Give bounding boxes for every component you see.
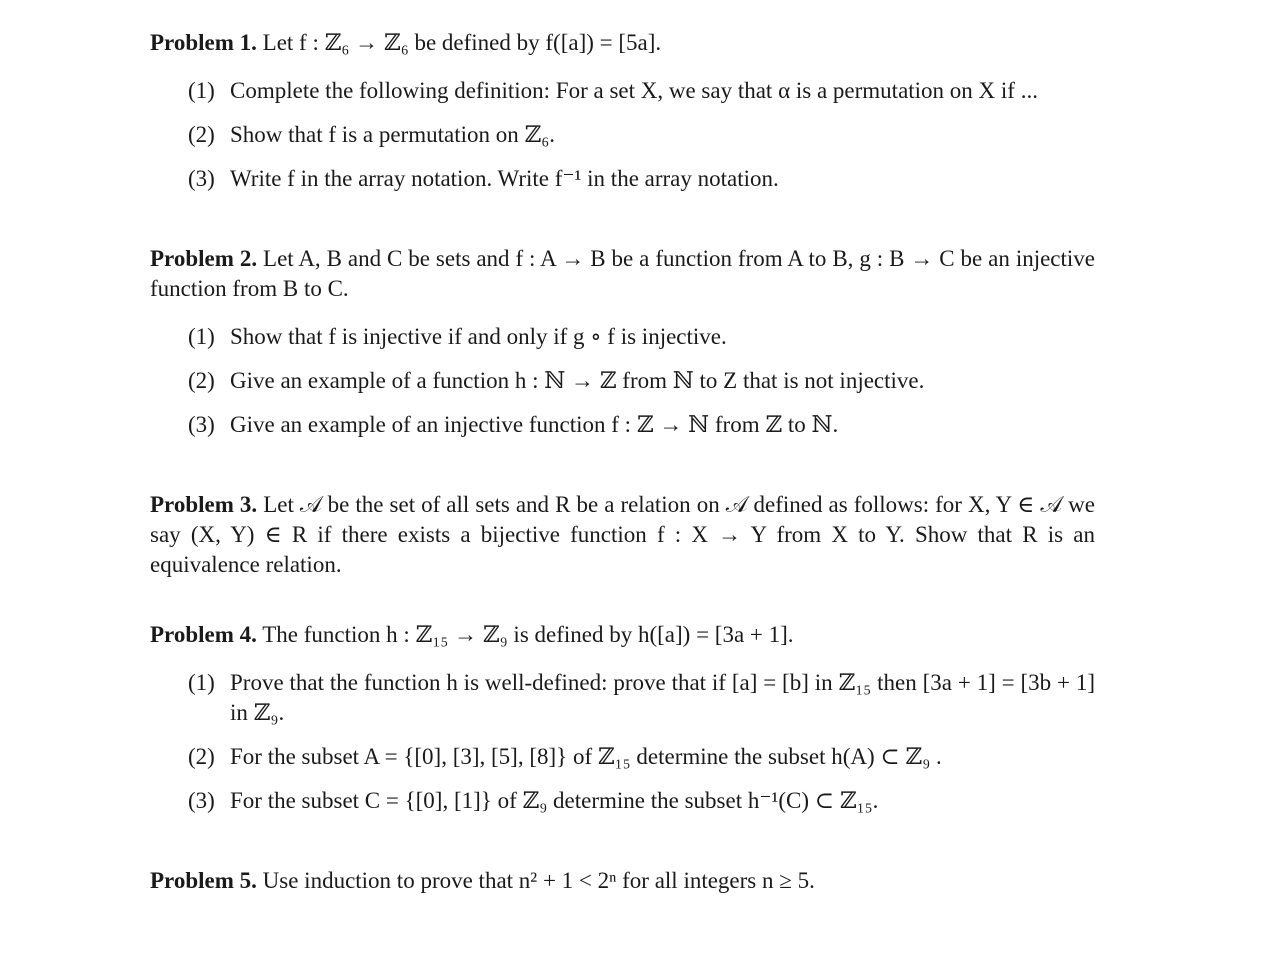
part-text: For the subset A = {[0], [3], [5], [8]} of ℤ₁₅ determine the subset h(A) ⊂ ℤ₉ . <box>230 744 942 769</box>
problem-1-part-1 <box>150 76 1095 106</box>
problem-5 <box>150 866 1095 896</box>
problem-5-text: Use induction to prove that n² + 1 < 2ⁿ for all integers n ≥ 5. <box>262 868 815 893</box>
problem-5-statement <box>150 866 1095 896</box>
problem-3-statement <box>150 490 1095 580</box>
problem-2-part-2 <box>150 366 1095 396</box>
problem-sheet <box>150 28 1095 896</box>
part-text: Show that f is injective if and only if g ∘ f is injective. <box>230 324 727 349</box>
problem-3-heading: Problem 3. <box>150 492 258 517</box>
problem-5-heading: Problem 5. <box>150 868 257 893</box>
problem-2-statement <box>150 244 1095 304</box>
part-number: (2) <box>188 744 215 769</box>
problem-1-text: Let f : ℤ₆ → ℤ₆ be defined by f([a]) = [5a]. <box>262 30 662 55</box>
part-text: Prove that the function h is well-defined: prove that if [a] = [b] in ℤ₁₅ then [3a + 1] = [3b + 1] in ℤ₉. <box>230 670 1095 725</box>
part-text: Show that f is a permutation on ℤ₆. <box>230 122 556 147</box>
problem-2-part-1 <box>150 322 1095 352</box>
part-number: (3) <box>188 412 215 437</box>
problem-1-part-2 <box>150 120 1095 150</box>
problem-2-parts <box>150 322 1095 440</box>
problem-2 <box>150 244 1095 440</box>
problem-1-statement <box>150 28 1095 58</box>
problem-1-part-3 <box>150 164 1095 194</box>
problem-1-heading: Problem 1. <box>150 30 257 55</box>
problem-4 <box>150 620 1095 816</box>
problem-4-part-3 <box>150 786 1095 816</box>
part-number: (2) <box>188 368 215 393</box>
problem-4-parts <box>150 668 1095 816</box>
part-text: Write f in the array notation. Write f⁻¹ in the array notation. <box>230 166 779 191</box>
problem-2-heading: Problem 2. <box>150 246 258 271</box>
part-text: Give an example of an injective function f : ℤ → ℕ from ℤ to ℕ. <box>230 412 839 437</box>
part-number: (3) <box>188 166 215 191</box>
part-text: Complete the following definition: For a set X, we say that α is a permutation on X if ... <box>230 78 1038 103</box>
problem-2-text: Let A, B and C be sets and f : A → B be a function from A to B, g : B → C be an injective function from B to C. <box>150 246 1096 301</box>
part-number: (1) <box>188 670 215 695</box>
problem-3-text: Let 𝒜 be the set of all sets and R be a relation on 𝒜 defined as follows: for X, Y ∈ 𝒜 we say (X, Y) ∈ R if there exists a bijective function f : X → Y from X to Y. Show that R is an equivalence relation. <box>150 492 1095 577</box>
problem-4-text: The function h : ℤ₁₅ → ℤ₉ is defined by h([a]) = [3a + 1]. <box>262 622 794 647</box>
part-number: (1) <box>188 324 215 349</box>
part-number: (1) <box>188 78 215 103</box>
problem-4-statement <box>150 620 1095 650</box>
part-text: For the subset C = {[0], [1]} of ℤ₉ determine the subset h⁻¹(C) ⊂ ℤ₁₅. <box>230 788 879 813</box>
problem-4-part-2 <box>150 742 1095 772</box>
part-text: Give an example of a function h : ℕ → ℤ from ℕ to Z that is not injective. <box>230 368 925 393</box>
problem-1 <box>150 28 1095 194</box>
part-number: (3) <box>188 788 215 813</box>
problem-3 <box>150 490 1095 580</box>
problem-4-heading: Problem 4. <box>150 622 257 647</box>
problem-2-part-3 <box>150 410 1095 440</box>
problem-1-parts <box>150 76 1095 194</box>
part-number: (2) <box>188 122 215 147</box>
problem-4-part-1 <box>150 668 1095 728</box>
